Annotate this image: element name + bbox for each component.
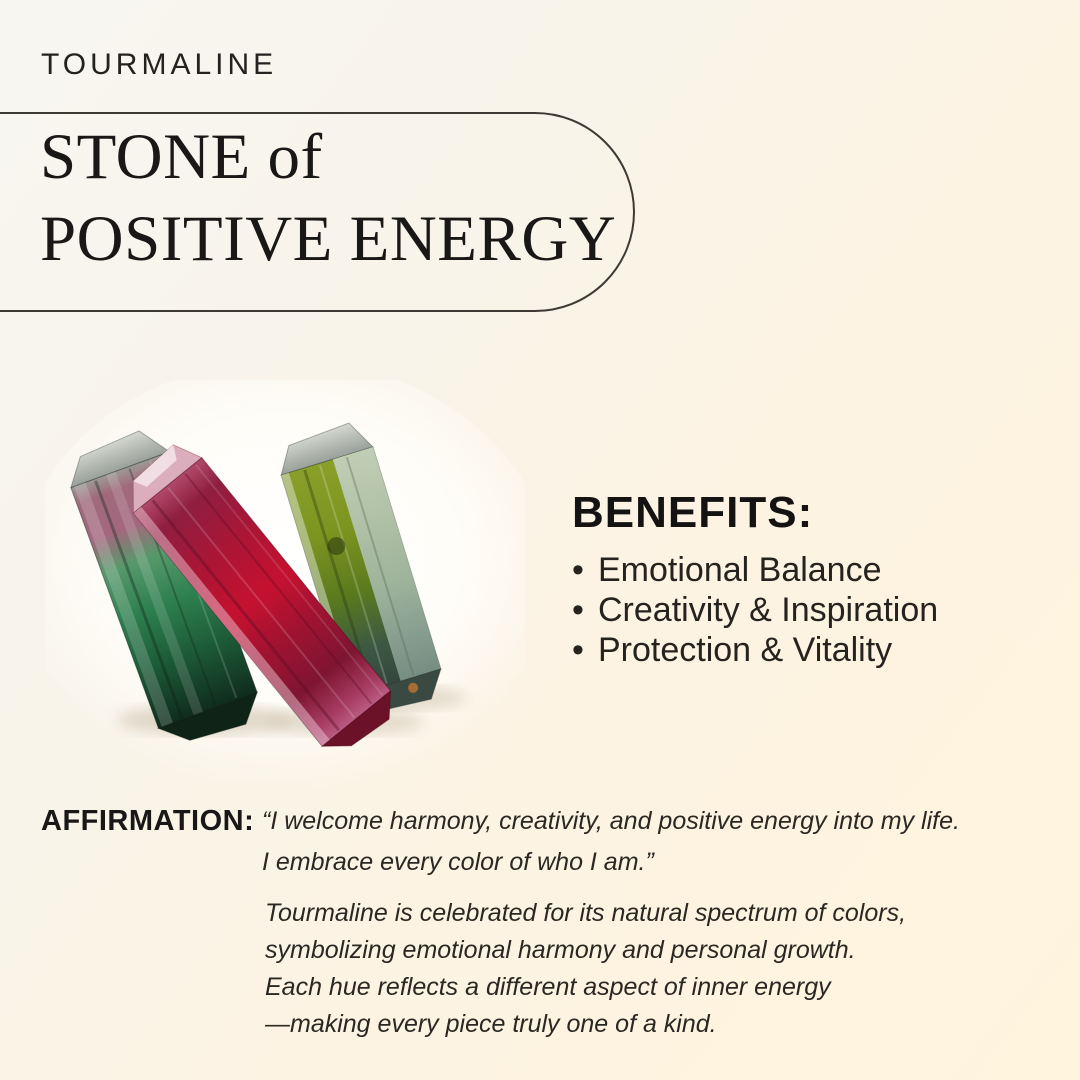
affirmation-quote-line-1: “I welcome harmony, creativity, and positive energy into my life. xyxy=(262,807,960,835)
stone-name-label: TOURMALINE xyxy=(41,48,278,81)
title-line-2: POSITIVE ENERGY xyxy=(40,203,617,275)
description-line-1: Tourmaline is celebrated for its natural spectrum of colors, xyxy=(265,899,907,927)
title-line-1: STONE of xyxy=(40,121,323,193)
benefits-list xyxy=(572,550,938,670)
tourmaline-crystals-image xyxy=(45,380,525,790)
affirmation-quote xyxy=(262,801,960,883)
description-line-4: —making every piece truly one of a kind. xyxy=(265,1010,717,1038)
description-line-2: symbolizing emotional harmony and personal growth. xyxy=(265,936,856,964)
benefits-section xyxy=(572,488,938,670)
benefit-item: • Protection & Vitality xyxy=(572,630,938,670)
affirmation-label: AFFIRMATION: xyxy=(41,805,255,837)
crystals-illustration xyxy=(45,380,525,790)
description-line-3: Each hue reflects a different aspect of inner energy xyxy=(265,973,831,1001)
benefits-heading: BENEFITS: xyxy=(572,488,814,537)
benefit-item: • Emotional Balance xyxy=(572,550,938,590)
affirmation-quote-line-2: I embrace every color of who I am.” xyxy=(262,848,654,876)
benefit-item: • Creativity & Inspiration xyxy=(572,590,938,630)
description-text xyxy=(265,895,906,1043)
page-title xyxy=(40,116,616,280)
